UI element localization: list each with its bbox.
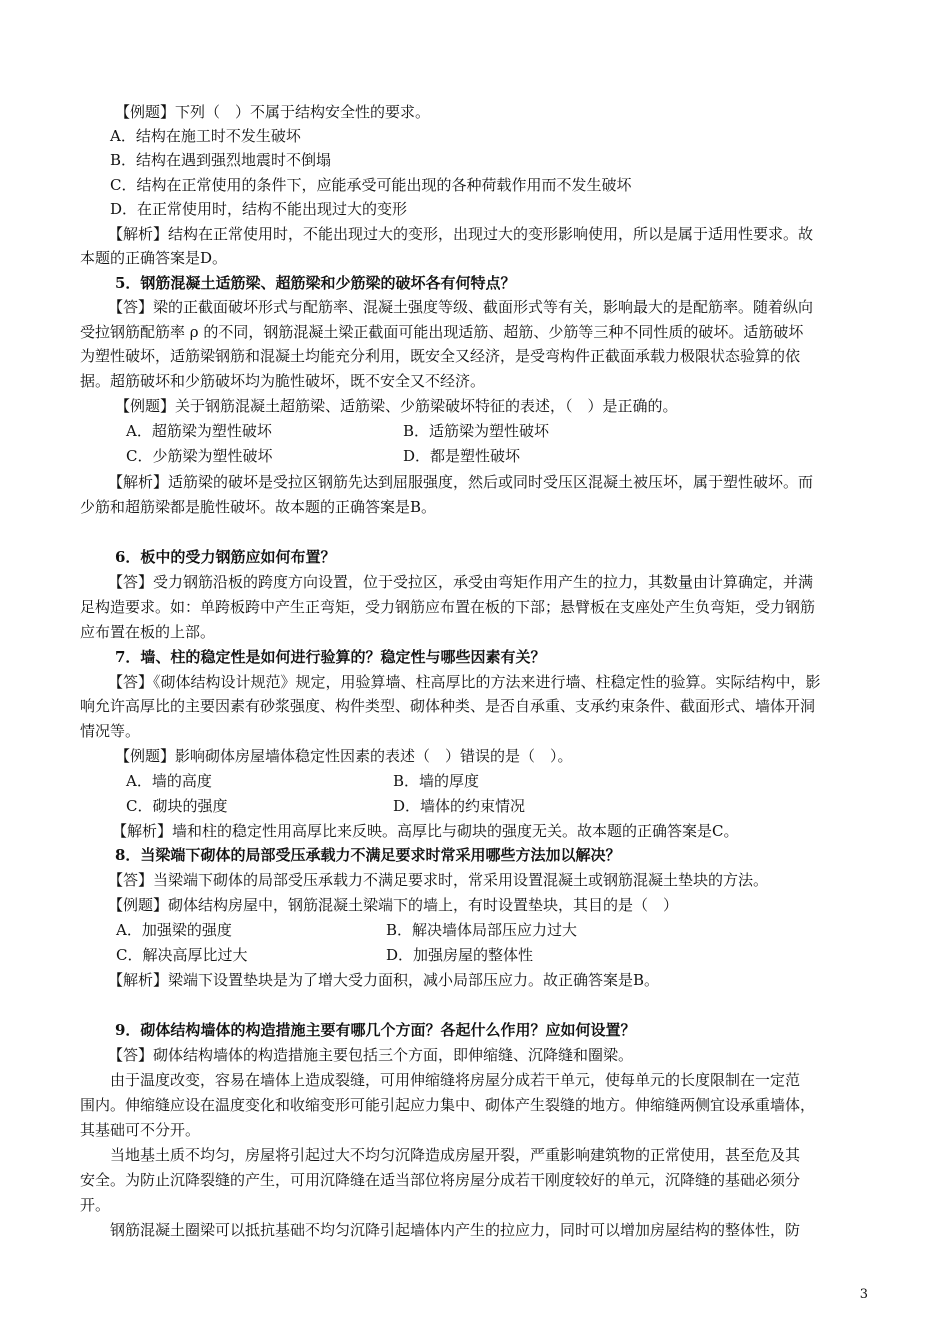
- answer-text: 【答】砌体结构墙体的构造措施主要包括三个方面，即伸缩缝、沉降缝和圈梁。: [108, 1046, 634, 1064]
- answer-text: 应布置在板的上部。: [80, 623, 216, 641]
- example-question: 【例题】下列（ ）不属于结构安全性的要求。: [115, 103, 431, 121]
- option-c: C．少筋梁为塑性破坏: [126, 447, 273, 465]
- answer-text: 【答】《砌体结构设计规范》规定，用验算墙、柱高厚比的方法来进行墙、柱稳定性的验算。实际结构中，影: [108, 673, 821, 691]
- example-question: 【例题】影响砌体房屋墙体稳定性因素的表述（ ）错误的是（ ）。: [115, 747, 573, 765]
- body-text: 由于温度改变，容易在墙体上造成裂缝，可用伸缩缝将房屋分成若干单元，使每单元的长度限制在一定范: [110, 1071, 801, 1089]
- body-text: 围内。伸缩缝应设在温度变化和收缩变形可能引起应力集中、砌体产生裂缝的地方。伸缩缝两侧宜设承重墙体，: [80, 1096, 816, 1114]
- option-c: C．结构在正常使用的条件下，应能承受可能出现的各种荷载作用而不发生破坏: [110, 176, 632, 194]
- body-text: 其基础可不分开。: [80, 1121, 201, 1139]
- example-question: 【例题】关于钢筋混凝土超筋梁、适筋梁、少筋梁破坏特征的表述，（ ）是正确的。: [115, 397, 678, 415]
- option-c: C．解决高厚比过大: [116, 946, 248, 964]
- answer-text: 足构造要求。如：单跨板跨中产生正弯矩，受力钢筋应布置在板的下部；悬臂板在支座处产生负弯矩，受力钢筋: [80, 598, 816, 616]
- option-b: B．适筋梁为塑性破坏: [403, 422, 550, 440]
- option-b: B．解决墙体局部压应力过大: [386, 921, 578, 939]
- section-heading: 7．墙、柱的稳定性是如何进行验算的？稳定性与哪些因素有关？: [115, 648, 546, 666]
- option-d: D．在正常使用时，结构不能出现过大的变形: [110, 200, 408, 218]
- option-a: A．加强梁的强度: [116, 921, 232, 939]
- option-d: D．都是塑性破坏: [403, 447, 521, 465]
- section-heading: 8．当梁端下砌体的局部受压承载力不满足要求时常采用哪些方法加以解决？: [115, 846, 621, 864]
- answer-text: 响允许高厚比的主要因素有砂浆强度、构件类型、砌体种类、是否自承重、支承约束条件、截面形式、墙体开洞: [80, 697, 816, 715]
- analysis-text: 本题的正确答案是D。: [80, 249, 228, 267]
- body-text: 当地基土质不均匀，房屋将引起过大不均匀沉降造成房屋开裂，严重影响建筑物的正常使用，甚至危及其: [110, 1146, 801, 1164]
- analysis-text: 【解析】墙和柱的稳定性用高厚比来反映。高厚比与砌块的强度无关。故本题的正确答案是C。: [112, 822, 739, 840]
- section-heading: 6．板中的受力钢筋应如何布置？: [115, 548, 336, 566]
- analysis-text: 【解析】适筋梁的破坏是受拉区钢筋先达到屈服强度，然后或同时受压区混凝土被压坏，属于塑性破坏。而: [108, 473, 814, 491]
- option-c: C．砌块的强度: [126, 797, 228, 815]
- analysis-text: 少筋和超筋梁都是脆性破坏。故本题的正确答案是B。: [80, 498, 437, 516]
- page-number: 3: [859, 1287, 868, 1302]
- answer-text: 情况等。: [80, 722, 141, 740]
- option-b: B．结构在遇到强烈地震时不倒塌: [110, 151, 332, 169]
- analysis-text: 【解析】结构在正常使用时，不能出现过大的变形，出现过大的变形影响使用，所以是属于适用性要求。故: [108, 225, 814, 243]
- option-a: A．超筋梁为塑性破坏: [126, 422, 272, 440]
- answer-text: 【答】梁的正截面破坏形式与配筋率、混凝土强度等级、截面形式等有关，影响最大的是配筋率。随着纵向: [108, 298, 814, 316]
- option-d: D．加强房屋的整体性: [386, 946, 534, 964]
- answer-text: 据。超筋破坏和少筋破坏均为脆性破坏，既不安全又不经济。: [80, 372, 486, 390]
- body-text: 开。: [80, 1196, 111, 1214]
- option-a: A．墙的高度: [126, 772, 212, 790]
- section-heading: 5．钢筋混凝土适筋梁、超筋梁和少筋梁的破坏各有何特点？: [115, 274, 516, 292]
- body-text: 钢筋混凝土圈梁可以抵抗基础不均匀沉降引起墙体内产生的拉应力，同时可以增加房屋结构的整体性，防: [110, 1221, 801, 1239]
- body-text: 安全。为防止沉降裂缝的产生，可用沉降缝在适当部位将房屋分成若干刚度较好的单元，沉降缝的基础必须分: [80, 1171, 801, 1189]
- answer-text: 受拉钢筋配筋率 ρ 的不同，钢筋混凝土梁正截面可能出现适筋、超筋、少筋等三种不同性质的破坏。适筋破坏: [80, 323, 804, 341]
- option-d: D．墙体的约束情况: [393, 797, 526, 815]
- answer-text: 【答】受力钢筋沿板的跨度方向设置，位于受拉区，承受由弯矩作用产生的拉力，其数量由计算确定，并满: [108, 573, 814, 591]
- analysis-text: 【解析】梁端下设置垫块是为了增大受力面积，减小局部压应力。故正确答案是B。: [108, 971, 660, 989]
- section-heading: 9．砌体结构墙体的构造措施主要有哪几个方面？各起什么作用？应如何设置？: [115, 1021, 636, 1039]
- answer-text: 【答】当梁端下砌体的局部受压承载力不满足要求时，常采用设置混凝土或钢筋混凝土垫块的方法。: [108, 871, 769, 889]
- option-a: A．结构在施工时不发生破坏: [110, 127, 301, 145]
- answer-text: 为塑性破坏，适筋梁钢筋和混凝土均能充分利用，既安全又经济，是受弯构件正截面承载力极限状态验算的依: [80, 347, 801, 365]
- example-question: 【例题】砌体结构房屋中，钢筋混凝土梁端下的墙上，有时设置垫块，其目的是（ ）: [108, 896, 679, 914]
- option-b: B．墙的厚度: [393, 772, 480, 790]
